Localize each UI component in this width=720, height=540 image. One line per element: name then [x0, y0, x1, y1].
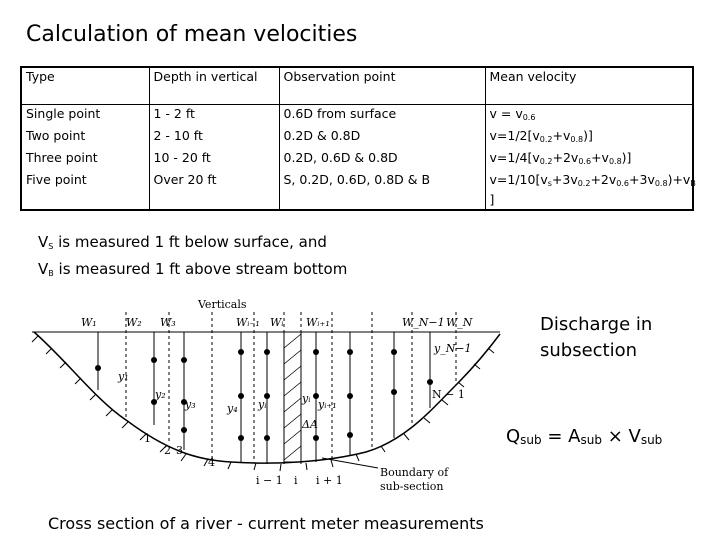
svg-text:y₃: y₃ [185, 398, 196, 411]
svg-text:W_N: W_N [446, 316, 473, 329]
cell-observation: S, 0.2D, 0.6D, 0.8D & B [279, 171, 485, 210]
svg-text:yᵢ: yᵢ [302, 392, 311, 405]
cell-depth: Over 20 ft [149, 171, 279, 210]
svg-text:W₁: W₁ [81, 316, 97, 329]
hatched-subsection [284, 332, 301, 462]
svg-text:1: 1 [144, 432, 151, 445]
cell-observation: 0.2D & 0.8D [279, 127, 485, 149]
boundary-label-line2: sub-section [380, 480, 444, 493]
header-mean-velocity: Mean velocity [485, 67, 693, 105]
discharge-label: Discharge in subsection [540, 314, 653, 361]
cell-depth: 10 - 20 ft [149, 149, 279, 171]
svg-text:Wᵢ: Wᵢ [270, 316, 284, 329]
svg-text:W_N−1: W_N−1 [402, 316, 445, 329]
table-row [21, 105, 693, 128]
svg-text:3: 3 [176, 444, 183, 457]
cell-type: Single point [26, 106, 101, 121]
subsection-boundaries [126, 312, 456, 464]
river-cross-section-diagram [26, 290, 506, 510]
table-row [21, 127, 693, 149]
table-row [21, 171, 693, 210]
svg-text:y_N−1: y_N−1 [434, 342, 472, 355]
boundary-label-line1: Boundary of [380, 466, 449, 479]
table-header-row [21, 67, 693, 105]
cell-mean-velocity: $v = v_{0.6}$ [485, 105, 693, 128]
table-row [21, 149, 693, 171]
svg-text:yᵢ₊₁: yᵢ₊₁ [318, 398, 337, 411]
svg-text:yᵢ: yᵢ [258, 398, 267, 411]
cell-mean-velocity: $v=1/2[v_{0.2}+v_{0.8})$] [485, 127, 693, 149]
svg-text:Wᵢ₊₁: Wᵢ₊₁ [306, 316, 330, 329]
delta-a-label: ΔA [302, 418, 318, 431]
measurement-points [95, 349, 433, 441]
cell-type: Three point [26, 150, 98, 165]
figure-caption: Cross section of a river - current meter measurements [48, 514, 484, 533]
width-labels [81, 316, 473, 329]
header-depth: Depth in vertical [149, 67, 279, 105]
boundary-pointer [322, 458, 378, 468]
vs-note: $V_S$ is measured 1 ft below surface, and [38, 233, 327, 251]
svg-text:2: 2 [164, 444, 171, 457]
cell-type: Five point [26, 172, 87, 187]
page-title: Calculation of mean velocities [26, 22, 358, 47]
cell-observation: 0.6D from surface [279, 105, 485, 128]
cell-observation: 0.2D, 0.6D & 0.8D [279, 149, 485, 171]
cell-depth: 2 - 10 ft [149, 127, 279, 149]
svg-text:4: 4 [208, 456, 215, 469]
cell-mean-velocity: $v=1/10[v_s+3v_{0.2}+2v_{0.6}+3v_{0.8})+v_B$ ] [485, 171, 693, 210]
svg-text:y₁: y₁ [118, 370, 129, 383]
cell-type: Two point [26, 128, 86, 143]
svg-text:W₃: W₃ [160, 316, 176, 329]
header-type: Type [21, 67, 149, 105]
verticals-label: Verticals [198, 298, 247, 311]
svg-text:W₂: W₂ [126, 316, 142, 329]
svg-text:y₄: y₄ [227, 402, 238, 415]
discharge-formula: $Q_{sub} = A_{sub} \times V_{sub}$ [506, 426, 663, 447]
velocity-table [20, 66, 694, 211]
svg-text:y₂: y₂ [155, 388, 166, 401]
svg-text:Wᵢ₋₁: Wᵢ₋₁ [236, 316, 260, 329]
svg-text:i + 1: i + 1 [316, 474, 343, 487]
header-observation: Observation point [279, 67, 485, 105]
svg-text:N − 1: N − 1 [432, 388, 465, 401]
vb-note: $V_B$ is measured 1 ft above stream bottom [38, 260, 348, 278]
cell-mean-velocity: $v=1/4[v_{0.2}+2v_{0.6}+v_{0.8})$] [485, 149, 693, 171]
svg-text:i − 1: i − 1 [256, 474, 283, 487]
cell-depth: 1 - 2 ft [149, 105, 279, 128]
svg-text:i: i [294, 474, 298, 487]
subsection-hatch [284, 334, 301, 460]
